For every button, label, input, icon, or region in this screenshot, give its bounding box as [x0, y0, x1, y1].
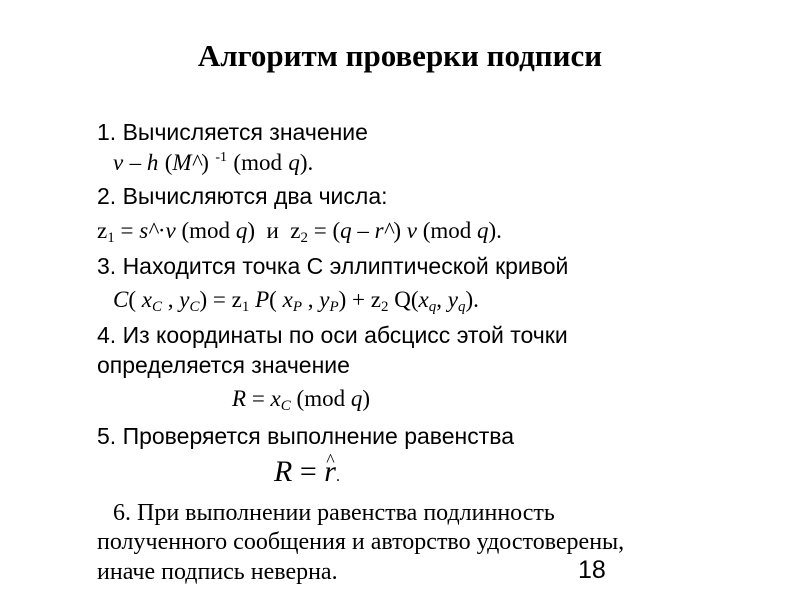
plus: + — [352, 287, 366, 312]
yp-sub: P — [329, 299, 339, 315]
z2: z — [370, 287, 381, 312]
comma-2: , — [307, 287, 314, 312]
step-3-formula — [113, 286, 479, 314]
step-1-text: 1. Вычисляется значение — [97, 119, 368, 145]
z1-symbol: z — [97, 218, 108, 243]
z2-symbol: z — [290, 218, 301, 243]
s-symbol: s^ — [139, 218, 158, 243]
xq-sub: q — [428, 299, 437, 315]
r-hat: r ^ — [324, 455, 336, 489]
formula-exponent: -1 — [215, 150, 228, 165]
z1-subscript: 1 — [107, 230, 115, 246]
q-point: Q — [394, 287, 411, 312]
step-1-formula — [113, 148, 313, 177]
step-6-line-3: иначе подпись неверна. — [97, 559, 338, 585]
yq: y — [447, 287, 458, 312]
step-6-line-1: 6. При выполнении равенства подлинность — [113, 500, 555, 526]
open-c: ( — [128, 287, 137, 312]
equals-1: = — [120, 218, 134, 243]
page-number: 18 — [578, 556, 606, 584]
z1-sub: 1 — [241, 299, 250, 315]
equals: = — [212, 287, 226, 312]
close-2: ) — [393, 218, 401, 243]
xp: x — [282, 287, 293, 312]
mod: (mod — [296, 386, 346, 411]
formula-minus-h: – h — [129, 150, 159, 175]
r-symbol: r^ — [374, 218, 394, 243]
q-2: q — [340, 218, 352, 243]
equals: = — [299, 455, 317, 488]
z1: z — [231, 287, 242, 312]
yc: y — [179, 287, 190, 312]
v-symbol: v — [165, 218, 176, 243]
step-3-text: 3. Находится точка С эллиптической кривой — [97, 253, 569, 279]
xp-sub: P — [292, 299, 302, 315]
step-6-line-2: полученного сообщения и авторство удостоверены, — [97, 529, 625, 555]
slide-title: Алгоритм проверки подписи — [197, 38, 603, 73]
yq-sub: q — [457, 299, 466, 315]
open-q: ( — [410, 287, 419, 312]
equals: = — [251, 386, 265, 411]
q-3: q — [477, 218, 489, 243]
step-5-text: 5. Проверяется выполнение равенства — [97, 423, 515, 449]
close-3: ). — [488, 218, 502, 243]
period: . — [335, 468, 340, 485]
close-c: ) — [199, 287, 208, 312]
close-p: ) — [338, 287, 347, 312]
comma-3: , — [436, 287, 443, 312]
q-1: q — [235, 218, 248, 243]
mod-2: (mod — [422, 218, 472, 243]
p-symbol: P — [255, 287, 270, 312]
step-5-formula — [274, 455, 340, 494]
formula-m: M^ — [172, 150, 202, 175]
xc-sub: C — [151, 299, 162, 315]
and-word: и — [266, 218, 279, 243]
formula-open-paren: ( — [164, 150, 173, 175]
step-4-line-2: определяется значение — [97, 352, 350, 378]
x-sub: C — [280, 398, 291, 414]
dot-symbol: · — [157, 218, 166, 243]
equals-2: = ( — [313, 218, 341, 243]
r-big: R — [274, 455, 293, 488]
formula-close-paren: ) — [201, 150, 209, 175]
mod-1: (mod — [181, 218, 231, 243]
open-p: ( — [269, 287, 277, 312]
close: ) — [362, 386, 371, 411]
step-2-text: 2. Вычисляются два числа: — [97, 183, 388, 209]
yc-sub: C — [189, 299, 200, 315]
minus: – — [357, 218, 369, 243]
close-q: ). — [465, 287, 479, 312]
v-2: v — [406, 218, 417, 243]
formula-q: q — [288, 150, 300, 175]
close-1: ) — [247, 218, 255, 243]
q-symbol: q — [350, 386, 363, 411]
x-symbol: x — [270, 386, 281, 411]
xc: x — [141, 287, 152, 312]
z2-subscript: 2 — [300, 230, 309, 246]
formula-v: v — [113, 150, 124, 175]
comma-1: , — [167, 287, 174, 312]
yp: y — [319, 287, 330, 312]
formula-mod: (mod — [233, 150, 282, 175]
formula-end: ). — [299, 150, 314, 175]
c-symbol: C — [113, 287, 129, 312]
step-4-line-1: 4. Из координаты по оси абсцисс этой точки — [97, 322, 568, 348]
xq: x — [418, 287, 429, 312]
step-2-formula — [97, 217, 502, 245]
step-4-formula — [232, 385, 370, 413]
r-symbol: R — [232, 386, 247, 411]
z2-sub: 2 — [381, 299, 389, 315]
